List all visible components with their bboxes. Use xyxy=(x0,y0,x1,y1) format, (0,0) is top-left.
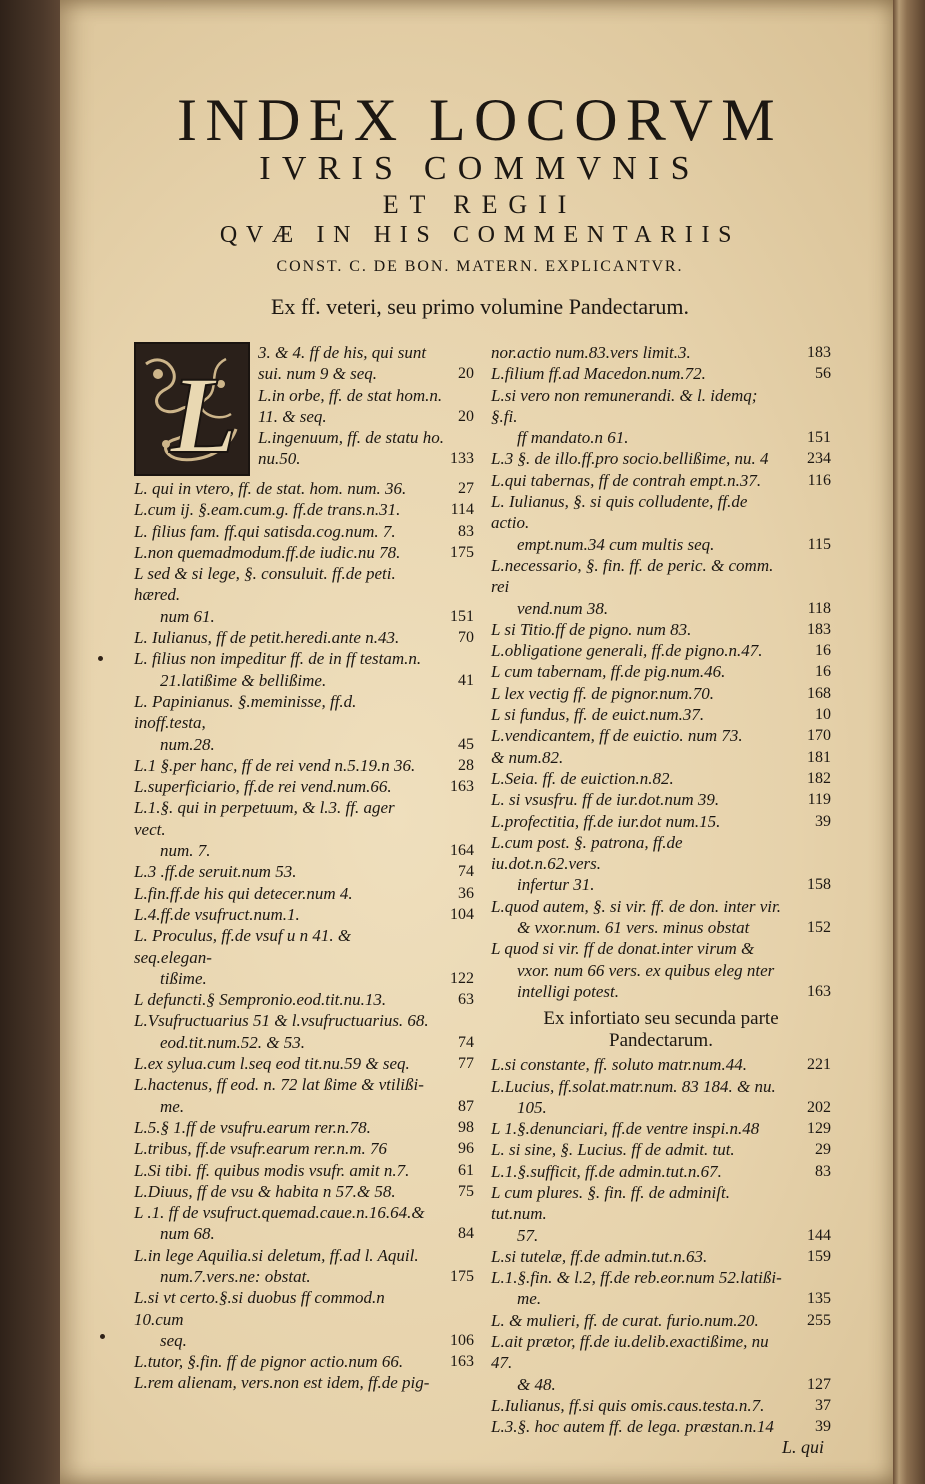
entry-reference: L. qui in vtero, ff. de stat. hom. num. 36. xyxy=(134,479,407,498)
page-number: 20 xyxy=(458,407,474,425)
entry-text xyxy=(491,725,787,746)
page-number: 75 xyxy=(458,1182,474,1200)
page-number: 151 xyxy=(807,429,831,447)
index-entry xyxy=(134,648,474,691)
page-number: 83 xyxy=(815,1162,831,1180)
entry-continuation: eod.tit.num.52. & 53. xyxy=(160,1032,305,1052)
entry-text xyxy=(491,683,787,704)
entry-continuation: empt.num.34 cum multis seq. xyxy=(517,534,715,554)
index-entry xyxy=(491,1310,831,1331)
entry-continuation: infertur 31. xyxy=(517,875,595,895)
entry-continuation: ff mandato.n 61. xyxy=(517,428,629,448)
page-number: 181 xyxy=(807,748,831,766)
page-number: 74 xyxy=(458,1033,474,1051)
entry-reference: L.superficiario, ff.de rei vend.num.66. xyxy=(134,777,392,797)
page-number: 36 xyxy=(458,884,474,902)
entry-text xyxy=(134,448,446,469)
entry-reference: L.4.ff.de vsufruct.num.1. xyxy=(134,904,300,924)
page-number: 170 xyxy=(807,727,831,745)
page-number: 37 xyxy=(815,1396,831,1414)
page-number: 70 xyxy=(458,629,474,647)
entry-text xyxy=(491,363,787,384)
entry-text xyxy=(134,542,430,563)
entry-text xyxy=(134,1245,430,1288)
page-edge xyxy=(893,0,925,1484)
index-entry xyxy=(491,683,831,704)
entry-reference: L.tutor, §.fin. ff de pignor actio.num 66. xyxy=(134,1352,404,1372)
entry-reference: L.1 §.per hanc, ff de rei vend n.5.19.n 36. xyxy=(134,755,416,775)
page-number: 183 xyxy=(807,344,831,361)
entry-text xyxy=(134,563,430,627)
index-entry xyxy=(491,811,831,832)
page-number: 119 xyxy=(807,791,831,809)
entry-text xyxy=(134,1138,430,1159)
entry-reference: L.quod autem, §. si vir. ff. de don. inter vir. xyxy=(491,896,781,916)
index-entry xyxy=(491,789,831,810)
index-entry xyxy=(491,1054,831,1075)
entry-continuation: num 61. xyxy=(160,606,215,626)
entry-reference: L.si vero non remunerandi. & l. idemq; §.fi. xyxy=(491,385,758,426)
entry-reference: L.cum ij. §.eam.cum.g. ff.de trans.n.31. xyxy=(134,500,401,520)
index-entry xyxy=(491,768,831,789)
entry-text xyxy=(491,1267,787,1310)
entry-text xyxy=(134,427,446,448)
entry-reference: L. si vsusfru. ff de iur.dot.num 39. xyxy=(491,790,720,810)
page-number: 175 xyxy=(450,1267,474,1285)
page-number: 28 xyxy=(458,756,474,774)
entry-text xyxy=(491,811,787,832)
entry-reference: L.Iulianus, ff.si quis omis.caus.testa.n.7. xyxy=(491,1395,765,1415)
entry-reference: L.hactenus, ff eod. n. 72 lat ßime & vtilißi- xyxy=(134,1075,424,1095)
entry-text xyxy=(491,896,787,939)
entry-reference: L.fin.ff.de his qui detecer.num 4. xyxy=(134,883,353,903)
entry-reference: L lex vectig ff. de pignor.num.70. xyxy=(491,683,715,703)
entry-reference: L.1.§.sufficit, ff.de admin.tut.n.67. xyxy=(491,1161,722,1181)
entry-reference: & num.82. xyxy=(491,747,564,767)
entry-continuation: num.7.vers.ne: obstat. xyxy=(160,1266,311,1286)
entry-continuation: 57. xyxy=(517,1225,539,1245)
entry-reference: L .1. ff de vsufruct.quemad.caue.n.16.64.& xyxy=(134,1203,425,1223)
page-number: 61 xyxy=(458,1161,474,1179)
entry-reference: L cum plures. §. fin. ff. de adminiſt. tut.num. xyxy=(491,1182,730,1224)
entry-text xyxy=(134,478,430,499)
entry-text xyxy=(491,938,787,1002)
index-entry xyxy=(491,1182,831,1246)
page-number: 16 xyxy=(815,663,831,681)
entry-text xyxy=(491,704,787,725)
page-number: 104 xyxy=(450,905,474,923)
entry-reference: L. si sine, §. Lucius. ff de admit. tut. xyxy=(491,1140,735,1160)
subsection-heading: Ex infortiato seu secunda parte Pandectarum. xyxy=(543,1008,779,1052)
entry-reference: L.qui tabernas, ff de contrah empt.n.37. xyxy=(491,470,762,490)
entry-reference: sui. num 9 & seq. xyxy=(258,364,377,384)
index-entry xyxy=(491,1246,831,1267)
entry-text xyxy=(134,1351,430,1372)
entry-text xyxy=(134,499,430,520)
entry-text xyxy=(134,925,430,989)
index-entry xyxy=(134,1245,474,1288)
page-number: 114 xyxy=(450,501,474,519)
index-entry xyxy=(134,861,474,882)
entry-text xyxy=(491,1076,787,1119)
entry-text xyxy=(134,883,430,904)
entry-text xyxy=(491,1310,787,1331)
entry-reference: L defuncti.§ Sempronio.eod.tit.nu.13. xyxy=(134,990,387,1010)
entry-reference: L. Iulianus, §. si quis colludente, ff.de actio. xyxy=(491,492,748,533)
entry-reference: L. Papinianus. §.meminisse, ff.d. inoff.testa, xyxy=(134,691,357,733)
entry-text xyxy=(491,1182,787,1246)
index-entry xyxy=(491,704,831,725)
page-number: 175 xyxy=(450,543,474,561)
entry-text xyxy=(491,1054,787,1075)
page-number: 63 xyxy=(458,991,474,1009)
entry-text xyxy=(491,1395,787,1416)
entry-reference: L.ait prætor, ff.de iu.delib.exactißime, nu 47. xyxy=(491,1332,769,1373)
page-number: 96 xyxy=(458,1140,474,1158)
index-entry xyxy=(134,1287,474,1351)
page-number: 74 xyxy=(458,863,474,881)
left-entry-list xyxy=(134,478,474,1394)
entry-reference: L.3 .ff.de seruit.num 53. xyxy=(134,862,297,882)
entry-text xyxy=(491,1161,787,1182)
page-number: 106 xyxy=(450,1331,474,1349)
page-number: 83 xyxy=(458,522,474,540)
entry-text xyxy=(491,555,787,619)
section-heading: Ex ff. veteri, seu primo volumine Pandectarum. xyxy=(270,294,690,319)
entry-text xyxy=(134,342,446,363)
entry-text xyxy=(491,470,787,491)
entry-reference: L.Seia. ff. de euiction.n.82. xyxy=(491,768,674,788)
index-entry xyxy=(134,342,474,363)
entry-text xyxy=(134,797,430,861)
entry-continuation: tißime. xyxy=(160,968,207,988)
entry-text xyxy=(134,691,430,755)
entry-reference: L. Proculus, ff.de vsuf u n 41. & seq.elegan- xyxy=(134,926,352,967)
page-number: 45 xyxy=(458,735,474,753)
left-column xyxy=(134,342,474,1394)
entry-continuation: vend.num 38. xyxy=(517,598,609,618)
page-number: 10 xyxy=(815,706,831,724)
index-entry xyxy=(491,342,831,363)
entry-text xyxy=(491,661,787,682)
entry-text xyxy=(134,1202,430,1245)
index-entry xyxy=(134,904,474,925)
entry-reference: L.in orbe, ff. de stat hom.n. xyxy=(258,385,443,405)
entry-reference: L.vendicantem, ff de euictio. num 73. xyxy=(491,726,743,746)
page-number: 182 xyxy=(807,769,831,787)
index-entry xyxy=(491,896,831,939)
entry-text xyxy=(134,755,430,776)
entry-text xyxy=(491,768,787,789)
entry-text xyxy=(134,385,446,406)
entry-text xyxy=(134,1117,430,1138)
index-entry xyxy=(491,725,831,746)
entry-text xyxy=(491,747,787,768)
entry-reference: L sed & si lege, §. consuluit. ff.de peti. hæred. xyxy=(134,564,396,605)
entry-reference: L.1.§.fin. & l.2, ff.de reb.eor.num 52.latißi- xyxy=(491,1268,782,1288)
index-entry xyxy=(134,363,474,384)
entry-reference: L si fundus, ff. de euict.num.37. xyxy=(491,705,705,725)
entry-reference: 3. & 4. ff de his, qui sunt xyxy=(258,343,427,362)
binding-hole xyxy=(100,1334,105,1339)
entry-text xyxy=(491,448,787,469)
left-intro xyxy=(134,342,474,470)
page-number: 127 xyxy=(807,1375,831,1393)
page-number: 39 xyxy=(815,812,831,830)
entry-text xyxy=(134,776,430,797)
index-entry xyxy=(491,640,831,661)
entry-text xyxy=(491,1139,787,1160)
page-number: 234 xyxy=(807,450,831,468)
entry-reference: L.cum post. §. patrona, ff.de iu.dot.n.62.vers. xyxy=(491,832,683,874)
page-number: 144 xyxy=(807,1226,831,1244)
index-entry xyxy=(491,491,831,555)
index-entry xyxy=(134,563,474,627)
entry-continuation: me. xyxy=(517,1289,542,1309)
entry-text xyxy=(134,1074,430,1117)
entry-reference: L.Lucius, ff.solat.matr.num. 83 184. & nu. xyxy=(491,1076,776,1096)
index-entry xyxy=(134,1160,474,1181)
index-entry xyxy=(134,1181,474,1202)
index-entry xyxy=(134,1053,474,1074)
index-entry xyxy=(134,1117,474,1138)
page-number: 151 xyxy=(450,607,474,625)
page-number: 87 xyxy=(458,1097,474,1115)
entry-reference: L.filium ff.ad Macedon.num.72. xyxy=(491,364,706,384)
index-entry xyxy=(134,406,474,427)
index-subtitle-1: IVRIS COMMVNIS xyxy=(259,150,701,187)
index-entry xyxy=(134,989,474,1010)
page-number: 27 xyxy=(458,480,474,497)
entry-text xyxy=(491,342,787,363)
index-entry xyxy=(491,619,831,640)
entry-continuation: me. xyxy=(160,1096,185,1116)
entry-text xyxy=(134,1160,430,1181)
entry-reference: L.ingenuum, ff. de statu ho. xyxy=(258,428,445,448)
index-entry xyxy=(491,938,831,1002)
entry-text xyxy=(134,627,430,648)
index-entry xyxy=(134,1138,474,1159)
index-entry xyxy=(134,478,474,499)
entry-reference: L. & mulieri, ff. de curat. furio.num.20. xyxy=(491,1310,759,1330)
entry-reference: L. Iulianus, ff de petit.heredi.ante n.43. xyxy=(134,628,400,648)
entry-reference: L.si tutelæ, ff.de admin.tut.n.63. xyxy=(491,1246,708,1266)
entry-text xyxy=(134,648,430,691)
page-number: 116 xyxy=(807,471,831,489)
entry-reference: nu.50. xyxy=(258,449,301,469)
catchword: L. qui xyxy=(782,1437,825,1457)
entry-reference: L si Titio.ff de pigno. num 83. xyxy=(491,619,692,639)
entry-reference: L.5.§ 1.ff de vsufru.earum rer.n.78. xyxy=(134,1117,371,1137)
page-number: 135 xyxy=(807,1290,831,1308)
index-entry xyxy=(134,1372,474,1393)
index-entry xyxy=(491,1118,831,1139)
entry-text xyxy=(491,1416,787,1437)
index-entry xyxy=(134,542,474,563)
index-entry xyxy=(134,925,474,989)
entry-text xyxy=(134,1010,430,1053)
page-number: 29 xyxy=(815,1141,831,1159)
entry-reference: L.3 §. de illo.ff.pro socio.bellißime, nu. 4 xyxy=(491,449,769,469)
entry-reference: L quod si vir. ff de donat.inter virum & xyxy=(491,939,755,959)
entry-reference: L.rem alienam, vers.non est idem, ff.de pig- xyxy=(134,1373,430,1393)
page-number: 202 xyxy=(807,1098,831,1116)
entry-reference: L. filius non impeditur ff. de in ff testam.n. xyxy=(134,649,422,669)
index-entry xyxy=(491,1416,831,1437)
index-entry xyxy=(491,1331,831,1395)
index-entry xyxy=(491,385,831,449)
page-number: 129 xyxy=(807,1120,831,1138)
page-number: 152 xyxy=(807,919,831,937)
entry-continuation: seq. xyxy=(160,1330,187,1350)
page-number: 84 xyxy=(458,1225,474,1243)
entry-text xyxy=(134,989,430,1010)
index-entry xyxy=(134,448,474,469)
entry-text xyxy=(491,789,787,810)
index-entry xyxy=(134,1074,474,1117)
page-number: 158 xyxy=(807,876,831,894)
page-number: 255 xyxy=(807,1311,831,1329)
entry-continuation: vxor. num 66 vers. ex quibus eleg nter intelligi potest. xyxy=(517,960,775,1001)
entry-text xyxy=(134,521,430,542)
index-entry xyxy=(134,385,474,406)
entry-reference: nor.actio num.83.vers limit.3. xyxy=(491,343,691,362)
page-number: 77 xyxy=(458,1055,474,1073)
entry-continuation: 105. xyxy=(517,1097,547,1117)
page-number: 98 xyxy=(458,1118,474,1136)
entry-reference: L 1.§.denunciari, ff.de ventre inspi.n.48 xyxy=(491,1119,760,1139)
index-entry xyxy=(491,470,831,491)
index-entry xyxy=(134,691,474,755)
entry-text xyxy=(491,1246,787,1267)
entry-text xyxy=(134,406,446,427)
index-subtitle-3: QVÆ IN HIS COMMENTARIIS xyxy=(219,222,741,248)
page-number: 163 xyxy=(807,982,831,1000)
index-entry xyxy=(491,448,831,469)
page-number: 16 xyxy=(815,642,831,660)
entry-reference: L.obligatione generali, ff.de pigno.n.47. xyxy=(491,641,763,661)
entry-reference: 11. & seq. xyxy=(258,406,327,426)
right-column xyxy=(491,342,831,1438)
index-entry xyxy=(491,661,831,682)
entry-text xyxy=(134,861,430,882)
entry-reference: L.Si tibi. ff. quibus modis vsufr. amit n.7. xyxy=(134,1160,410,1180)
entry-text xyxy=(491,1331,787,1395)
page-number: 159 xyxy=(807,1247,831,1265)
index-entry xyxy=(134,1202,474,1245)
entry-text xyxy=(491,619,787,640)
entry-text xyxy=(491,385,787,449)
page-number: 118 xyxy=(807,599,831,617)
entry-reference: L.si vt certo.§.si duobus ff commod.n 10.cum xyxy=(134,1288,385,1329)
index-entry xyxy=(134,883,474,904)
entry-text xyxy=(134,904,430,925)
index-entry xyxy=(491,1076,831,1119)
index-entry xyxy=(134,797,474,861)
entry-reference: L.3.§. hoc autem ff. de lega. præstan.n.14 xyxy=(491,1417,774,1437)
page-number: 163 xyxy=(450,1353,474,1371)
entry-reference: L.ex sylua.cum l.seq eod tit.nu.59 & seq. xyxy=(134,1054,410,1074)
index-entry xyxy=(134,521,474,542)
entry-text xyxy=(491,640,787,661)
entry-reference: L.Diuus, ff de vsu & habita n 57.& 58. xyxy=(134,1181,396,1201)
entry-text xyxy=(491,491,787,555)
entry-reference: L.si constante, ff. soluto matr.num.44. xyxy=(491,1055,747,1075)
entry-continuation: num. 7. xyxy=(160,841,211,861)
entry-reference: L.1.§. qui in perpetuum, & l.3. ff. ager vect. xyxy=(134,798,395,839)
svg-text:L: L xyxy=(170,354,238,474)
entry-reference: L.non quemadmodum.ff.de iudic.nu 78. xyxy=(134,542,401,562)
page-number: 163 xyxy=(450,778,474,796)
page-number: 20 xyxy=(458,365,474,383)
entry-continuation: num 68. xyxy=(160,1224,215,1244)
index-subtitle-2: ET REGII xyxy=(382,190,578,219)
index-entry xyxy=(491,1139,831,1160)
right-entry-list-2 xyxy=(491,1054,831,1437)
index-entry xyxy=(491,747,831,768)
entry-continuation: & vxor.num. 61 vers. minus obstat xyxy=(517,918,750,938)
page-number: 164 xyxy=(450,842,474,860)
entry-reference: L.profectitia, ff.de iur.dot num.15. xyxy=(491,811,721,831)
right-entry-list xyxy=(491,342,831,1002)
entry-continuation: & 48. xyxy=(517,1374,556,1394)
entry-reference: L.Vsufructuarius 51 & l.vsufructuarius. 68. xyxy=(134,1011,429,1031)
index-entry xyxy=(134,755,474,776)
entry-continuation: 21.latißime & bellißime. xyxy=(160,670,327,690)
page-number: 133 xyxy=(450,450,474,468)
index-entry xyxy=(134,1351,474,1372)
entry-text xyxy=(134,1372,430,1393)
index-entry xyxy=(491,555,831,619)
page-number: 221 xyxy=(807,1056,831,1074)
binding-hole xyxy=(98,656,103,661)
page-number: 41 xyxy=(458,671,474,689)
page-number: 122 xyxy=(450,969,474,987)
index-title: INDEX LOCORVM xyxy=(176,87,784,153)
index-entry xyxy=(134,627,474,648)
index-entry xyxy=(134,427,474,448)
entry-reference: L. filius fam. ff.qui satisda.cog.num. 7. xyxy=(134,521,396,541)
index-entry xyxy=(491,1161,831,1182)
page-number: 168 xyxy=(807,684,831,702)
entry-text xyxy=(134,363,446,384)
page-number: 115 xyxy=(807,535,831,553)
page-number: 183 xyxy=(807,620,831,638)
entry-text xyxy=(491,832,787,896)
entry-continuation: num.28. xyxy=(160,734,215,754)
entry-reference: L cum tabernam, ff.de pig.num.46. xyxy=(491,662,726,682)
index-entry xyxy=(491,1267,831,1310)
entry-text xyxy=(134,1181,430,1202)
index-entry xyxy=(134,1010,474,1053)
index-subtitle-4: CONST. C. DE BON. MATERN. EXPLICANTVR. xyxy=(276,258,684,275)
index-entry xyxy=(134,499,474,520)
index-entry xyxy=(491,832,831,896)
index-entry xyxy=(491,363,831,384)
entry-reference: L.tribus, ff.de vsufr.earum rer.n.m. 76 xyxy=(134,1139,387,1159)
entry-text xyxy=(134,1287,430,1351)
page-number: 56 xyxy=(815,365,831,383)
page-number: 39 xyxy=(815,1418,831,1436)
entry-reference: L.in lege Aquilia.si deletum, ff.ad l. Aquil. xyxy=(134,1245,419,1265)
index-entry xyxy=(134,776,474,797)
entry-reference: L.necessario, §. fin. ff. de peric. & comm. rei xyxy=(491,555,774,597)
entry-text xyxy=(491,1118,787,1139)
entry-text xyxy=(134,1053,430,1074)
index-entry xyxy=(491,1395,831,1416)
binding-shadow xyxy=(0,0,60,1484)
